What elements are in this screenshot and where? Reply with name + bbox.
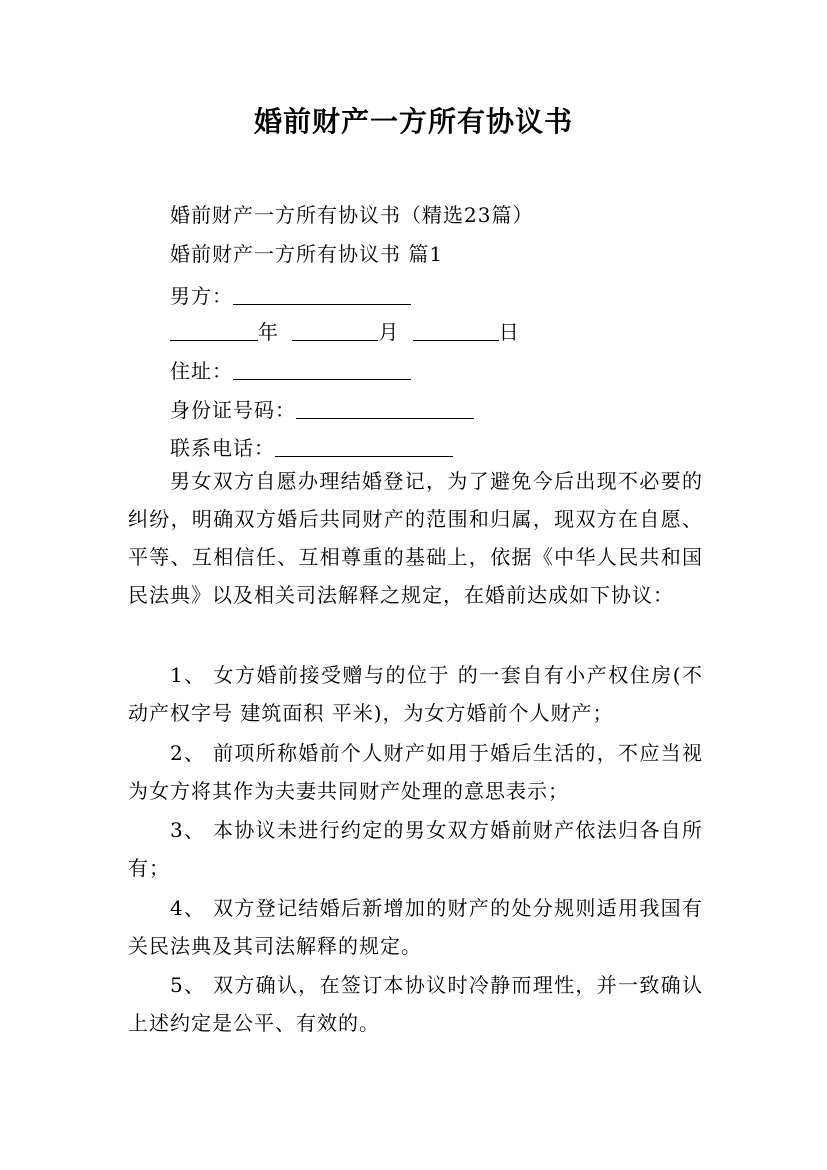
id-number-line	[170, 394, 474, 423]
date-line	[170, 316, 520, 345]
male-party-line	[170, 280, 411, 309]
phone-line	[170, 432, 453, 461]
address-label: 住址：	[170, 359, 233, 383]
month-label: 月	[378, 320, 400, 344]
clause-4: 4、 双方登记结婚后新增加的财产的处分规则适用我国有关民法典及其司法解释的规定。	[128, 896, 703, 958]
year-blank	[170, 320, 258, 341]
section-heading: 婚前财产一方所有协议书 篇1	[170, 242, 444, 266]
clause-5: 5、 双方确认，在签订本协议时冷静而理性，并一致确认上述约定是公平、有效的。	[128, 973, 703, 1035]
intro-paragraph: 男女双方自愿办理结婚登记，为了避免今后出现不必要的纠纷，明确双方婚后共同财产的范围和归属，现双方在自愿、平等、互相信任、互相尊重的基础上，依据《中华人民共和国民法典》以及相关司法解释之规定，在婚前达成如下协议：	[128, 469, 703, 607]
id-number-blank	[296, 398, 474, 419]
phone-label: 联系电话：	[170, 436, 275, 460]
clause-3: 3、 本协议未进行约定的男女双方婚前财产依法归各自所有；	[128, 818, 703, 880]
day-label: 日	[498, 320, 520, 344]
phone-blank	[275, 436, 453, 457]
id-number-label: 身份证号码：	[170, 398, 296, 422]
document-title: 婚前财产一方所有协议书	[253, 105, 573, 138]
document-subtitle: 婚前财产一方所有协议书（精选23篇）	[170, 203, 534, 227]
address-blank	[233, 359, 411, 380]
address-line	[170, 355, 411, 384]
year-label: 年	[258, 320, 279, 344]
clause-2: 2、 前项所称婚前个人财产如用于婚后生活的，不应当视为女方将其作为夫妻共同财产处理的意思表示；	[128, 741, 703, 803]
male-party-blank	[233, 284, 411, 305]
month-blank	[292, 320, 378, 341]
male-party-label: 男方：	[170, 284, 233, 308]
day-blank	[413, 320, 499, 341]
clause-1: 1、 女方婚前接受赠与的位于 的一套自有小产权住房(不动产权字号 建筑面积 平米)，为女方婚前个人财产；	[128, 663, 703, 725]
